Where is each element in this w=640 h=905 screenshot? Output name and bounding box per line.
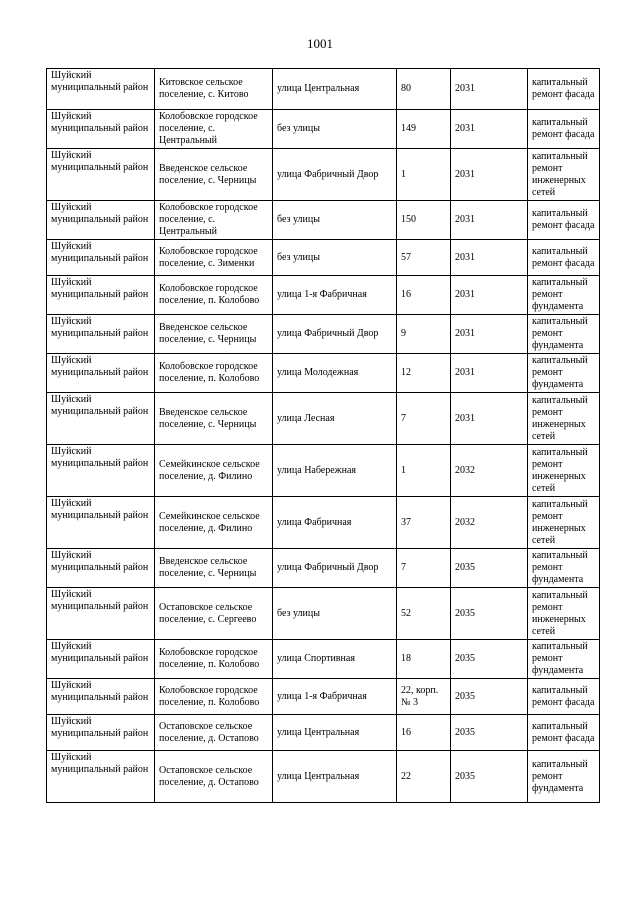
- house-number-cell: 16: [397, 276, 451, 315]
- work-type-cell: капитальный ремонт фундамента: [528, 354, 600, 393]
- year-cell: 2031: [451, 201, 528, 240]
- table-row: [47, 110, 600, 149]
- year-cell: 2035: [451, 679, 528, 715]
- house-number-cell: 12: [397, 354, 451, 393]
- table-row: [47, 69, 600, 110]
- settlement-cell: Введенское сельское поселение, с. Черницы: [155, 549, 273, 588]
- year-cell: 2035: [451, 715, 528, 751]
- district-cell: Шуйский муниципальный район: [47, 393, 155, 445]
- year-cell: 2031: [451, 240, 528, 276]
- year-cell: 2035: [451, 640, 528, 679]
- settlement-cell: Китовское сельское поселение, с. Китово: [155, 69, 273, 110]
- settlement-cell: Колобовское городское поселение, с. Зименки: [155, 240, 273, 276]
- work-type-cell: капитальный ремонт фасада: [528, 69, 600, 110]
- district-cell: Шуйский муниципальный район: [47, 497, 155, 549]
- street-cell: улица Центральная: [273, 69, 397, 110]
- house-number-cell: 1: [397, 445, 451, 497]
- settlement-cell: Остаповское сельское поселение, д. Остапово: [155, 715, 273, 751]
- table-row: [47, 497, 600, 549]
- settlement-cell: Колобовское городское поселение, п. Колобово: [155, 679, 273, 715]
- table-row: [47, 354, 600, 393]
- street-cell: улица Фабричная: [273, 497, 397, 549]
- year-cell: 2031: [451, 69, 528, 110]
- street-cell: улица Центральная: [273, 715, 397, 751]
- table-row: [47, 549, 600, 588]
- house-number-cell: 18: [397, 640, 451, 679]
- house-number-cell: 52: [397, 588, 451, 640]
- district-cell: Шуйский муниципальный район: [47, 315, 155, 354]
- district-cell: Шуйский муниципальный район: [47, 640, 155, 679]
- street-cell: улица Набережная: [273, 445, 397, 497]
- house-number-cell: 22, корп. № 3: [397, 679, 451, 715]
- settlement-cell: Колобовское городское поселение, с. Центральный: [155, 110, 273, 149]
- district-cell: Шуйский муниципальный район: [47, 715, 155, 751]
- settlement-cell: Введенское сельское поселение, с. Черницы: [155, 393, 273, 445]
- work-type-cell: капитальный ремонт инженерных сетей: [528, 393, 600, 445]
- work-type-cell: капитальный ремонт фасада: [528, 240, 600, 276]
- house-number-cell: 22: [397, 751, 451, 803]
- work-type-cell: капитальный ремонт инженерных сетей: [528, 588, 600, 640]
- district-cell: Шуйский муниципальный район: [47, 110, 155, 149]
- street-cell: без улицы: [273, 588, 397, 640]
- district-cell: Шуйский муниципальный район: [47, 679, 155, 715]
- district-cell: Шуйский муниципальный район: [47, 354, 155, 393]
- year-cell: 2031: [451, 315, 528, 354]
- district-cell: Шуйский муниципальный район: [47, 69, 155, 110]
- settlement-cell: Колобовское городское поселение, с. Центральный: [155, 201, 273, 240]
- settlement-cell: Остаповское сельское поселение, с. Сергеево: [155, 588, 273, 640]
- district-cell: Шуйский муниципальный район: [47, 149, 155, 201]
- year-cell: 2031: [451, 276, 528, 315]
- work-type-cell: капитальный ремонт инженерных сетей: [528, 497, 600, 549]
- street-cell: улица Фабричный Двор: [273, 315, 397, 354]
- district-cell: Шуйский муниципальный район: [47, 445, 155, 497]
- work-type-cell: капитальный ремонт фасада: [528, 201, 600, 240]
- table-row: [47, 315, 600, 354]
- year-cell: 2031: [451, 393, 528, 445]
- table-row: [47, 445, 600, 497]
- house-number-cell: 9: [397, 315, 451, 354]
- street-cell: улица Спортивная: [273, 640, 397, 679]
- work-type-cell: капитальный ремонт фундамента: [528, 751, 600, 803]
- table-row: [47, 640, 600, 679]
- district-cell: Шуйский муниципальный район: [47, 588, 155, 640]
- district-cell: Шуйский муниципальный район: [47, 240, 155, 276]
- year-cell: 2031: [451, 149, 528, 201]
- street-cell: улица Фабричный Двор: [273, 149, 397, 201]
- year-cell: 2035: [451, 588, 528, 640]
- street-cell: без улицы: [273, 240, 397, 276]
- district-cell: Шуйский муниципальный район: [47, 201, 155, 240]
- settlement-cell: Семейкинское сельское поселение, д. Филино: [155, 497, 273, 549]
- district-cell: Шуйский муниципальный район: [47, 751, 155, 803]
- street-cell: без улицы: [273, 201, 397, 240]
- year-cell: 2035: [451, 549, 528, 588]
- work-type-cell: капитальный ремонт фасада: [528, 110, 600, 149]
- year-cell: 2032: [451, 497, 528, 549]
- table-row: [47, 715, 600, 751]
- work-type-cell: капитальный ремонт фундамента: [528, 640, 600, 679]
- table-row: [47, 679, 600, 715]
- street-cell: улица Центральная: [273, 751, 397, 803]
- settlement-cell: Остаповское сельское поселение, д. Остапово: [155, 751, 273, 803]
- work-type-cell: капитальный ремонт фасада: [528, 679, 600, 715]
- house-number-cell: 7: [397, 549, 451, 588]
- year-cell: 2032: [451, 445, 528, 497]
- district-cell: Шуйский муниципальный район: [47, 276, 155, 315]
- table-row: [47, 201, 600, 240]
- work-type-cell: капитальный ремонт фасада: [528, 715, 600, 751]
- year-cell: 2031: [451, 110, 528, 149]
- house-number-cell: 37: [397, 497, 451, 549]
- settlement-cell: Колобовское городское поселение, п. Колобово: [155, 640, 273, 679]
- page-number: 1001: [307, 36, 333, 51]
- settlement-cell: Колобовское городское поселение, п. Колобово: [155, 354, 273, 393]
- year-cell: 2035: [451, 751, 528, 803]
- work-type-cell: капитальный ремонт фундамента: [528, 549, 600, 588]
- house-number-cell: 16: [397, 715, 451, 751]
- table-row: [47, 149, 600, 201]
- settlement-cell: Колобовское городское поселение, п. Колобово: [155, 276, 273, 315]
- work-type-cell: капитальный ремонт инженерных сетей: [528, 149, 600, 201]
- street-cell: улица Лесная: [273, 393, 397, 445]
- table-row: [47, 588, 600, 640]
- street-cell: улица 1-я Фабричная: [273, 276, 397, 315]
- housing-registry-table: [46, 68, 600, 803]
- year-cell: 2031: [451, 354, 528, 393]
- district-cell: Шуйский муниципальный район: [47, 549, 155, 588]
- house-number-cell: 149: [397, 110, 451, 149]
- street-cell: улица 1-я Фабричная: [273, 679, 397, 715]
- street-cell: без улицы: [273, 110, 397, 149]
- table-row: [47, 276, 600, 315]
- table-row: [47, 751, 600, 803]
- settlement-cell: Семейкинское сельское поселение, д. Филино: [155, 445, 273, 497]
- street-cell: улица Молодежная: [273, 354, 397, 393]
- street-cell: улица Фабричный Двор: [273, 549, 397, 588]
- house-number-cell: 7: [397, 393, 451, 445]
- house-number-cell: 57: [397, 240, 451, 276]
- work-type-cell: капитальный ремонт фундамента: [528, 315, 600, 354]
- house-number-cell: 150: [397, 201, 451, 240]
- table-row: [47, 240, 600, 276]
- house-number-cell: 80: [397, 69, 451, 110]
- work-type-cell: капитальный ремонт фундамента: [528, 276, 600, 315]
- settlement-cell: Введенское сельское поселение, с. Черницы: [155, 315, 273, 354]
- table-row: [47, 393, 600, 445]
- house-number-cell: 1: [397, 149, 451, 201]
- work-type-cell: капитальный ремонт инженерных сетей: [528, 445, 600, 497]
- table-body: [47, 69, 600, 803]
- settlement-cell: Введенское сельское поселение, с. Черницы: [155, 149, 273, 201]
